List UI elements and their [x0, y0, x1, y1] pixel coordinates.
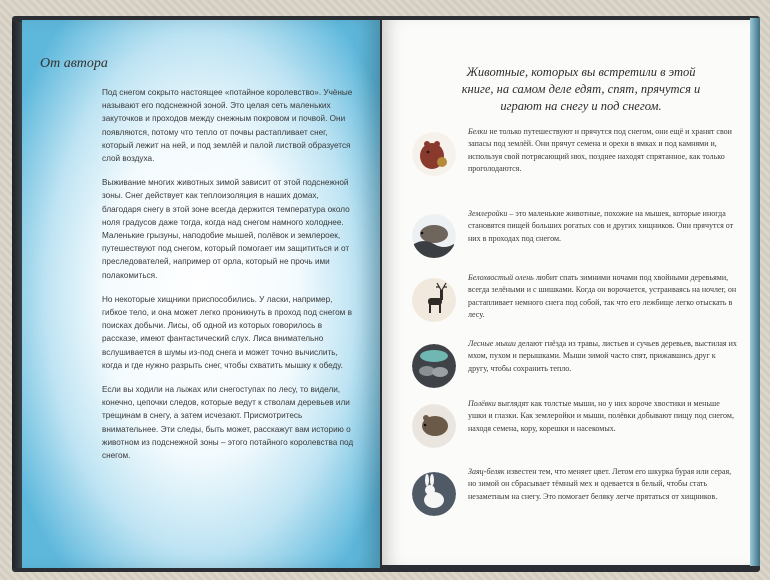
paragraph: Но некоторые хищники приспособились. У ласки, например, гибкое тело, и она может легко проникнуть в проход под снегом в поисках добычи. Лисы, об одной из которых говорилось в рассказе, имеют фантастический слух. Лиса внимательно вслушивается в шумы из-под снега и может точно вычислить, когда и где нужно разрыть снег, чтобы схватить мышку к обеду. — [102, 294, 352, 370]
animal-entry-vole — [412, 398, 742, 468]
animal-description: Заяц-беляк известен тем, что меняет цвет. Летом его шкурка бурая или серая, но зимой он сбрасывает тёмный мех и одевается в белый, чтобы стать незаметным на снегу. Это помогает беляку легче прятаться от хищников. — [468, 467, 732, 501]
paragraph: Под снегом сокрыто настоящее «потайное королевство». Учёные называют его подснежной зоной. Это целая сеть маленьких закуточков и проходов между снежным покровом и почвой. Они появляются, потому что тепло от почвы растапливает снег, который лежит на ней, и под землёй и палой листвой образуется слой воздуха. — [102, 88, 353, 164]
animal-name: Белохвостый олень — [468, 273, 534, 282]
animal-entry-shrew — [412, 208, 742, 278]
left-page-title: От автора — [40, 56, 108, 71]
book-page-edges-right — [750, 18, 760, 566]
animal-description: Землеройки – это маленькие животные, похожие на мышек, которые иногда становятся пищей больших рогатых сов и других хищников. Они прячутся от них в проходах под снегом. — [468, 209, 734, 243]
animal-entry-squirrel — [412, 126, 742, 196]
paragraph: Выживание многих животных зимой зависит от этой подснежной зоны. Снег действует как теплоизоляция в наших домах, благодаря снегу в этой зоне всегда держится температура около ноля градусов даже тогда, когда над снегом намного холоднее. Маленькие грызуны, наподобие мышей, полёвок и землероек, путешествуют под снегом, который помогает им защититься и от преследователей, например от орла, который не прочь ими полакомиться. — [102, 178, 350, 280]
squirrel-icon — [412, 132, 456, 176]
animal-description: Белохвостый олень любит спать зимними ночами под хвойными деревьями, всегда зелёными и с шишками. Когда он ворочается, устраиваясь на ночлег, он растапливает немного снега под собой, так что его лежбище легко отыскать в лесу. — [468, 273, 737, 320]
animal-name: Полёвки — [468, 399, 496, 408]
animal-name: Заяц-беляк — [468, 467, 505, 476]
animal-name: Землеройки — [468, 209, 508, 218]
animal-description: Белки не только путешествуют и прячутся под снегом, они ещё и хранят свои запасы под землёй. Они прячут семена и орехи в ямках и под камнями и, используя свой потрясающий нюх, позднее находят спрятанное, как только проголодаются. — [468, 127, 732, 174]
paragraph: Если вы ходили на лыжах или снегоступах по лесу, то видели, конечно, цепочки следов, которые ведут к стволам деревьев или трещинам в снегу, а затем исчезают. Присмотритесь внимательнее. Эти следы, быть может, расскажут вам историю о животном из подснежной зоны – этого потайного королевства под снегом. — [102, 385, 354, 461]
animal-name: Белки — [468, 127, 488, 136]
deer-icon — [412, 278, 456, 322]
hare-icon — [412, 472, 456, 516]
mice-icon — [412, 344, 456, 388]
shrew-icon — [412, 214, 456, 258]
animal-entry-hare — [412, 466, 742, 536]
vole-icon — [412, 404, 456, 448]
animal-description: Полёвки выглядят как толстые мыши, но у них короче хвостики и меньше ушки и глазки. Как землеройки и мыши, полёвки добывают пищу под снегом, находя семена, кору, корешки и насекомых. — [468, 399, 734, 433]
animal-description: Лесные мыши делают гнёзда из травы, листьев и сучьев деревьев, выстилая их мхом, пухом и перышками. Мыши зимой часто спят, прижавшись друг к другу, чтобы сохранить тепло. — [468, 339, 737, 373]
right-page-title: Животные, которых вы встретили в этой книге, на самом деле едят, спят, прячутся и играют на снегу и под снегом. — [461, 65, 701, 113]
left-page-body — [102, 86, 354, 473]
animal-entry-deer — [412, 272, 742, 342]
animal-name: Лесные мыши — [468, 339, 516, 348]
